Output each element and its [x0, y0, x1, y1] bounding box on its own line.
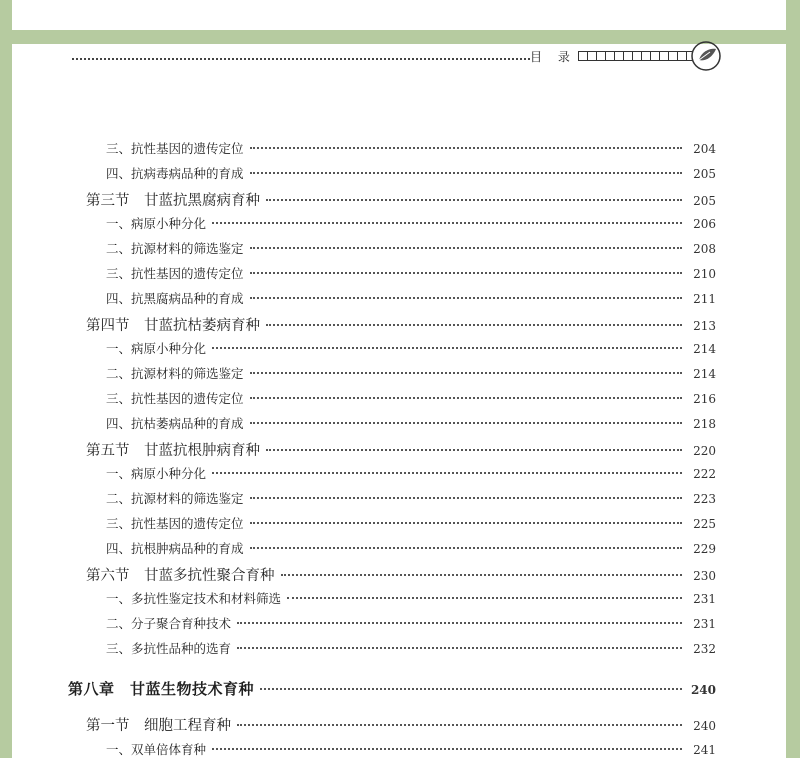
- toc-subsection-entry[interactable]: [106, 364, 716, 382]
- toc-page-number: 225: [693, 517, 716, 531]
- toc-subsection-entry[interactable]: [106, 339, 716, 357]
- toc-subsection-entry[interactable]: [106, 489, 716, 507]
- toc-section-entry[interactable]: [86, 714, 716, 735]
- toc-page-number: 208: [693, 242, 716, 256]
- toc-page-number: 229: [693, 542, 716, 556]
- toc-dot-leader: [250, 497, 682, 499]
- toc-page-number: 232: [693, 642, 716, 656]
- toc-dot-leader: [250, 272, 682, 274]
- toc-entry-title: 三、抗性基因的遗传定位: [106, 266, 244, 281]
- toc-dot-leader: [250, 547, 682, 549]
- toc-subsection-entry[interactable]: [106, 639, 716, 657]
- header-square-band: [578, 51, 693, 61]
- toc-section-entry[interactable]: [86, 564, 716, 585]
- previous-page-strip: [12, 0, 786, 30]
- toc-page-number: 204: [693, 142, 716, 156]
- toc-entry-title: 四、抗根肿病品种的育成: [106, 541, 244, 556]
- toc-section-entry[interactable]: [86, 189, 716, 210]
- leaf-emblem-icon: [690, 40, 722, 72]
- toc-page-number: 231: [693, 617, 716, 631]
- toc-subsection-entry[interactable]: [106, 289, 716, 307]
- toc-dot-leader: [250, 297, 682, 299]
- toc-dot-leader: [260, 688, 682, 690]
- toc-page-number: 214: [693, 342, 716, 356]
- toc-page-number: 218: [693, 417, 716, 431]
- toc-dot-leader: [250, 372, 682, 374]
- toc-page-number: 223: [693, 492, 716, 506]
- toc-dot-leader: [266, 324, 682, 326]
- toc-subsection-entry[interactable]: [106, 539, 716, 557]
- toc-dot-leader: [237, 724, 682, 726]
- toc-dot-leader: [250, 522, 682, 524]
- toc-section-entry[interactable]: [86, 314, 716, 335]
- toc-page-number: 240: [693, 719, 716, 733]
- toc-dot-leader: [212, 347, 682, 349]
- toc-subsection-entry[interactable]: [106, 139, 716, 157]
- toc-page-number: 210: [693, 267, 716, 281]
- toc-page-number: 220: [693, 444, 716, 458]
- toc-entry-title: 三、抗性基因的遗传定位: [106, 391, 244, 406]
- toc-entry-title: 三、抗性基因的遗传定位: [106, 141, 244, 156]
- toc-dot-leader: [250, 397, 682, 399]
- toc-subsection-entry[interactable]: [106, 214, 716, 232]
- toc-subsection-entry[interactable]: [106, 239, 716, 257]
- toc-entry-title: 一、病原小种分化: [106, 341, 207, 356]
- header-title: 目 录: [530, 50, 576, 64]
- toc-page-number: 231: [693, 592, 716, 606]
- toc-entry-title: 第三节 甘蓝抗黑腐病育种: [86, 193, 260, 209]
- toc-dot-leader: [287, 597, 682, 599]
- toc-page-number: 216: [693, 392, 716, 406]
- header-dotted-rule: [72, 58, 530, 60]
- toc-chapter-entry[interactable]: [68, 678, 716, 699]
- toc-dot-leader: [250, 147, 682, 149]
- toc-page-number: 241: [693, 743, 716, 757]
- toc-entry-title: 二、分子聚合育种技术: [106, 616, 232, 631]
- toc-dot-leader: [237, 622, 682, 624]
- toc-entry-title: 四、抗病毒病品种的育成: [106, 166, 244, 181]
- toc-entry-title: 四、抗黑腐病品种的育成: [106, 291, 244, 306]
- toc-page-number: 230: [693, 569, 716, 583]
- toc-dot-leader: [266, 199, 682, 201]
- toc-entry-title: 第四节 甘蓝抗枯萎病育种: [86, 318, 260, 334]
- toc-entry-title: 二、抗源材料的筛选鉴定: [106, 366, 244, 381]
- toc-subsection-entry[interactable]: [106, 614, 716, 632]
- toc-subsection-entry[interactable]: [106, 740, 716, 758]
- toc-entry-title: 第八章 甘蓝生物技术育种: [68, 680, 255, 698]
- toc-page-number: 240: [690, 683, 716, 697]
- toc-page-number: 206: [693, 217, 716, 231]
- toc-entry-title: 一、病原小种分化: [106, 466, 207, 481]
- toc-dot-leader: [237, 647, 682, 649]
- toc-page-number: 205: [693, 194, 716, 208]
- toc-page-number: 211: [693, 292, 716, 306]
- toc-dot-leader: [266, 449, 682, 451]
- toc-entry-title: 四、抗枯萎病品种的育成: [106, 416, 244, 431]
- toc-dot-leader: [250, 172, 682, 174]
- toc-dot-leader: [250, 422, 682, 424]
- toc-dot-leader: [250, 247, 682, 249]
- toc-entry-title: 一、病原小种分化: [106, 216, 207, 231]
- toc-dot-leader: [212, 222, 682, 224]
- toc-dot-leader: [212, 472, 682, 474]
- toc-dot-leader: [281, 574, 683, 576]
- toc-subsection-entry[interactable]: [106, 464, 716, 482]
- toc-subsection-entry[interactable]: [106, 389, 716, 407]
- toc-entry-title: 一、多抗性鉴定技术和材料筛选: [106, 591, 282, 606]
- toc-entry-title: 三、抗性基因的遗传定位: [106, 516, 244, 531]
- toc-page-number: 214: [693, 367, 716, 381]
- toc-section-entry[interactable]: [86, 439, 716, 460]
- toc-subsection-entry[interactable]: [106, 589, 716, 607]
- toc-entry-title: 第六节 甘蓝多抗性聚合育种: [86, 568, 275, 584]
- toc-entry-title: 二、抗源材料的筛选鉴定: [106, 491, 244, 506]
- toc-entry-title: 第五节 甘蓝抗根肿病育种: [86, 443, 260, 459]
- toc-dot-leader: [212, 748, 682, 750]
- toc-subsection-entry[interactable]: [106, 264, 716, 282]
- toc-entry-title: 二、抗源材料的筛选鉴定: [106, 241, 244, 256]
- toc-entry-title: 三、多抗性品种的选育: [106, 641, 232, 656]
- toc-page-number: 205: [693, 167, 716, 181]
- toc-subsection-entry[interactable]: [106, 514, 716, 532]
- toc-subsection-entry[interactable]: [106, 164, 716, 182]
- toc-page-number: 222: [693, 467, 716, 481]
- toc-entry-title: 第一节 细胞工程育种: [86, 718, 231, 734]
- toc-page-number: 213: [693, 319, 716, 333]
- toc-subsection-entry[interactable]: [106, 414, 716, 432]
- toc-entry-title: 一、双单倍体育种: [106, 742, 207, 757]
